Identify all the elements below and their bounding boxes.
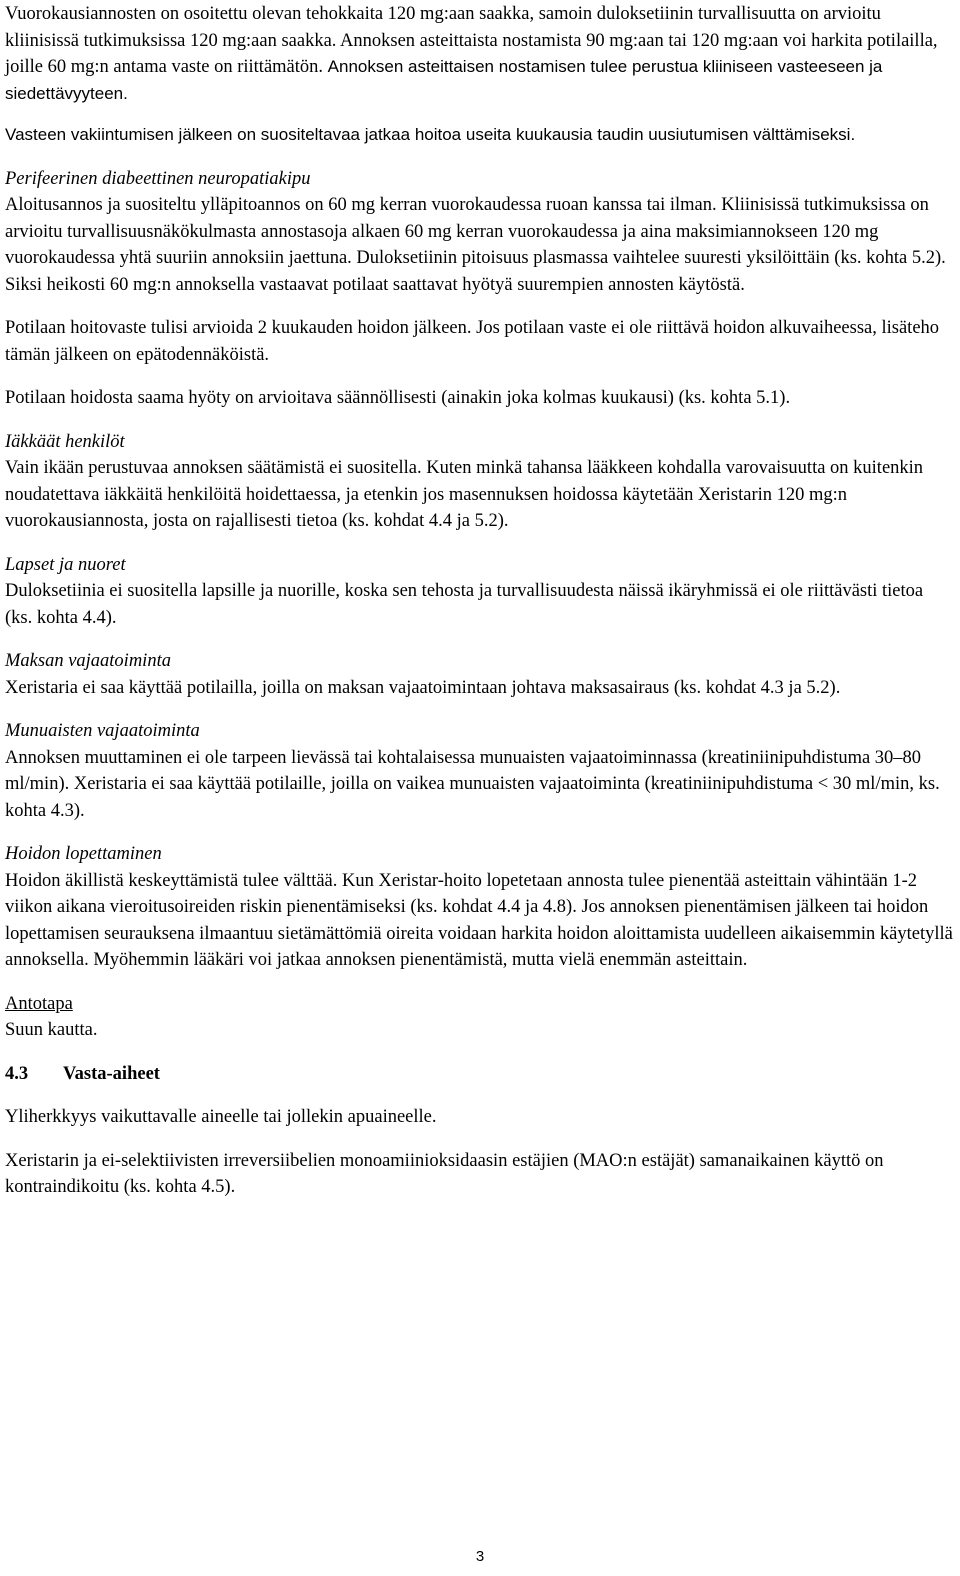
document-page <box>5 1 953 1218</box>
children-section <box>5 552 953 632</box>
elderly-section <box>5 429 953 535</box>
administration-section <box>5 991 953 1044</box>
discontinuation-heading: Hoidon lopettaminen <box>5 844 162 864</box>
dosing-paragraph <box>5 1 953 107</box>
section-title: Vasta-aiheet <box>63 1063 160 1084</box>
administration-heading: Antotapa <box>5 993 73 1014</box>
contraindications-heading <box>5 1061 953 1088</box>
neuropathic-pain-heading: Perifeerinen diabeettinen neuropatiakipu <box>5 168 311 189</box>
renal-text: Annoksen muuttaminen ei ole tarpeen lievässä tai kohtalaisessa munuaisten vajaatoiminnassa (kreatiniinipuhdistuma 30–80 ml/min). Xeristaria ei saa käyttää potilaille, joilla on vaikea munuaisten vajaatoiminta (kreatiniinipuhdistuma < 30 ml/min, ks. kohta 4.3). <box>5 747 940 821</box>
section-number: 4.3 <box>5 1063 29 1084</box>
neuropathic-pain-section <box>5 166 953 299</box>
hepatic-heading: Maksan vajaatoiminta <box>5 651 171 671</box>
benefit-evaluation-paragraph: Potilaan hoidosta saama hyöty on arvioitava säännöllisesti (ainakin joka kolmas kuukausi) (ks. kohta 5.1). <box>5 388 791 408</box>
children-text: Duloksetiinia ei suositella lapsille ja nuorille, koska sen tehosta ja turvallisuudesta näissä ikäryhmissä ei ole riittävästi tietoa (ks. kohta 4.4). <box>5 581 924 628</box>
renal-section <box>5 718 953 824</box>
hypersensitivity-paragraph: Yliherkkyys vaikuttavalle aineelle tai jollekin apuaineelle. <box>5 1107 437 1127</box>
renal-heading: Munuaisten vajaatoiminta <box>5 721 200 741</box>
children-heading: Lapset ja nuoret <box>5 554 126 575</box>
dosing-titration-text: Annoksen asteittaisen nostamisen tulee perustua kliiniseen vasteeseen ja siedettävyyteen. <box>5 57 883 103</box>
hepatic-section <box>5 648 953 701</box>
maintenance-paragraph: Vasteen vakiintumisen jälkeen on suositeltavaa jatkaa hoitoa useita kuukausia taudin uusiutumisen välttämiseksi. <box>5 125 856 144</box>
treatment-response-paragraph: Potilaan hoitovaste tulisi arvioida 2 kuukauden hoidon jälkeen. Jos potilaan vaste ei ole riittävä hoidon alkuvaiheessa, lisäteho tämän jälkeen on epätodennäköistä. <box>5 318 940 365</box>
elderly-heading: Iäkkäät henkilöt <box>5 431 125 452</box>
neuropathic-pain-text: Aloitusannos ja suositeltu ylläpitoannos on 60 mg kerran vuorokaudessa ruoan kanssa tai ilman. Kliinisissä tutkimuksissa on arvioitu turvallisuusnäkökulmasta annostasoja alkaen 60 mg kerran vuorokaudessa ja aina maksimiannokseen 120 mg vuorokaudessa yhtä suuriin annoksiin jaettuna. Duloksetiinin pitoisuus plasmassa vaihtelee suuresti yksilöittäin (ks. kohta 5.2). Siksi heikosti 60 mg:n annoksella vastaavat potilaat saattavat hyötyä suurempien annosten käytöstä. <box>5 195 946 295</box>
administration-text: Suun kautta. <box>5 1020 98 1040</box>
dosing-intro-text: Vuorokausiannosten on osoitettu olevan tehokkaita 120 mg:aan saakka, samoin duloksetiinin turvallisuutta on arvioitu kliinisissä tutkimuksissa 120 mg:aan saakka. Annoksen asteittaista nostamista 90 mg:aan tai 120 mg:aan voi harkita potilailla, joille 60 mg:n antama vaste on riittämätön. <box>5 4 938 77</box>
page-number: 3 <box>475 1548 485 1565</box>
maoi-paragraph: Xeristarin ja ei-selektiivisten irreversiibelien monoamiinioksidaasin estäjien (MAO:n estäjät) samanaikainen käyttö on kontraindikoitu (ks. kohta 4.5). <box>5 1150 884 1197</box>
discontinuation-text: Hoidon äkillistä keskeyttämistä tulee välttää. Kun Xeristar-hoito lopetetaan annosta tulee pienentää asteittain vähintään 1-2 viikon aikana vieroitusoireiden riskin pienentämiseksi (ks. kohdat 4.4 ja 4.8). Jos annoksen pienentämisen jälkeen tai hoidon lopettamisen seurauksena ilmaantuu sietämättömiä oireita voidaan harkita hoidon aloittamista uudelleen aikaisemmin käytetyllä annoksella. Myöhemmin lääkäri voi jatkaa annoksen pienentämistä, mutta vielä enemmän asteittain. <box>5 870 953 970</box>
discontinuation-section <box>5 841 953 974</box>
hepatic-text: Xeristaria ei saa käyttää potilailla, joilla on maksan vajaatoimintaan johtava maksasairaus (ks. kohdat 4.3 ja 5.2). <box>5 677 841 698</box>
elderly-text: Vain ikään perustuvaa annoksen säätämistä ei suositella. Kuten minkä tahansa lääkkeen kohdalla varovaisuutta on kuitenkin noudatettava iäkkäitä henkilöitä hoidettaessa, ja etenkin jos masennuksen hoidossa käytetään Xeristarin 120 mg:n vuorokausiannosta, josta on rajallisesti tietoa (ks. kohdat 4.4 ja 5.2). <box>5 458 924 531</box>
